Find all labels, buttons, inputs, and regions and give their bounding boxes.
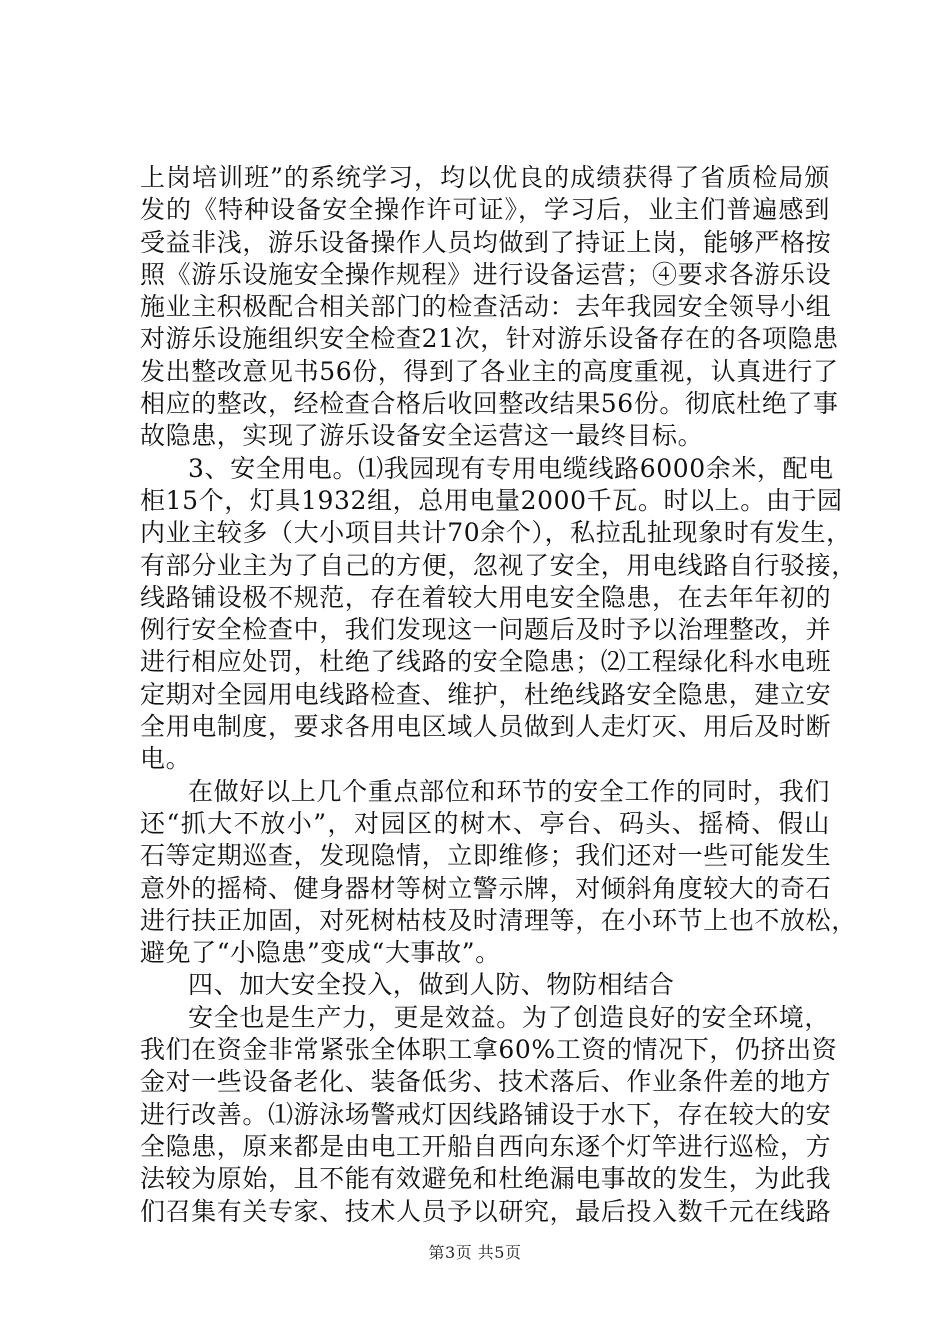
text-line: 全用电制度，要求各用电区域人员做到人走灯灭、用后及时断 xyxy=(140,712,832,742)
page-number-footer: 第3页 共5页 xyxy=(428,1243,522,1262)
text-line: 意外的摇椅、健身器材等树立警示牌，对倾斜角度较大的奇石 xyxy=(140,873,832,903)
text-line: 法较为原始，且不能有效避免和杜绝漏电事故的发生，为此我 xyxy=(140,1164,832,1194)
text-line: 相应的整改，经检查合格后收回整改结果56份。彻底杜绝了事 xyxy=(140,389,839,419)
text-line: 我们在资金非常紧张全体职工拿60%工资的情况下，仍挤出资 xyxy=(140,1035,838,1065)
text-line: 们召集有关专家、技术人员予以研究，最后投入数千元在线路 xyxy=(140,1196,832,1226)
text-line: 对游乐设施组织安全检查21次，针对游乐设备存在的各项隐患 xyxy=(140,324,839,354)
text-line: 进行改善。⑴游泳场警戒灯因线路铺设于水下，存在较大的安 xyxy=(140,1099,832,1129)
text-line: 电。 xyxy=(140,744,192,774)
text-line: 例行安全检查中，我们发现这一问题后及时予以治理整改，并 xyxy=(140,615,832,645)
text-line: 全隐患，原来都是由电工开船自西向东逐个灯竿进行巡检，方 xyxy=(140,1131,832,1161)
text-line: 受益非浅，游乐设备操作人员均做到了持证上岗，能够严格按 xyxy=(140,227,832,257)
text-line: 在做好以上几个重点部位和环节的安全工作的同时，我们 xyxy=(188,776,830,806)
text-line: 施业主积极配合相关部门的检查活动：去年我园安全领导小组 xyxy=(140,292,832,322)
document-body xyxy=(140,162,857,1228)
text-line: 进行扶正加固，对死树枯枝及时清理等，在小环节上也不放松， xyxy=(140,905,857,935)
text-line: 内业主较多（大小项目共计70余个），私拉乱扯现象时有发生， xyxy=(140,518,852,548)
text-line: 定期对全园用电线路检查、维护，杜绝线路安全隐患，建立安 xyxy=(140,679,832,709)
text-line: 安全也是生产力，更是效益。为了创造良好的安全环境， xyxy=(188,1002,830,1032)
text-line: 石等定期巡查，发现隐情，立即维修；我们还对一些可能发生 xyxy=(140,841,832,871)
text-line: 上岗培训班”的系统学习，均以优良的成绩获得了省质检局颁 xyxy=(140,163,830,192)
text-line: 有部分业主为了自己的方便，忽视了安全，用电线路自行驳接， xyxy=(140,550,857,580)
text-line: 柜15个，灯具1932组，总用电量2000千瓦。时以上。由于园 xyxy=(140,485,843,515)
text-line: 金对一些设备老化、装备低劣、技术落后、作业条件差的地方 xyxy=(140,1067,832,1097)
text-line: 进行相应处罚，杜绝了线路的安全隐患；⑵工程绿化科水电班 xyxy=(140,647,832,677)
text-line: 发出整改意见书56份，得到了各业主的高度重视，认真进行了 xyxy=(140,356,839,386)
text-line: 还“抓大不放小”，对园区的树木、亭台、码头、摇椅、假山 xyxy=(140,808,830,838)
text-line: 故隐患，实现了游乐设备安全运营这一最终目标。 xyxy=(140,421,704,451)
text-line: 3、安全用电。⑴我园现有专用电缆线路6000余米，配电 xyxy=(188,453,834,483)
text-line: 线路铺设极不规范，存在着较大用电安全隐患，在去年年初的 xyxy=(140,582,832,612)
text-line: 照《游乐设施安全操作规程》进行设备运营；④要求各游乐设 xyxy=(140,259,832,289)
section-heading: 四、加大安全投入，做到人防、物防相结合 xyxy=(188,970,675,1000)
text-line: 发的《特种设备安全操作许可证》，学习后，业主们普遍感到 xyxy=(140,195,830,225)
text-line: 避免了“小隐患”变成“大事故”。 xyxy=(140,938,501,968)
